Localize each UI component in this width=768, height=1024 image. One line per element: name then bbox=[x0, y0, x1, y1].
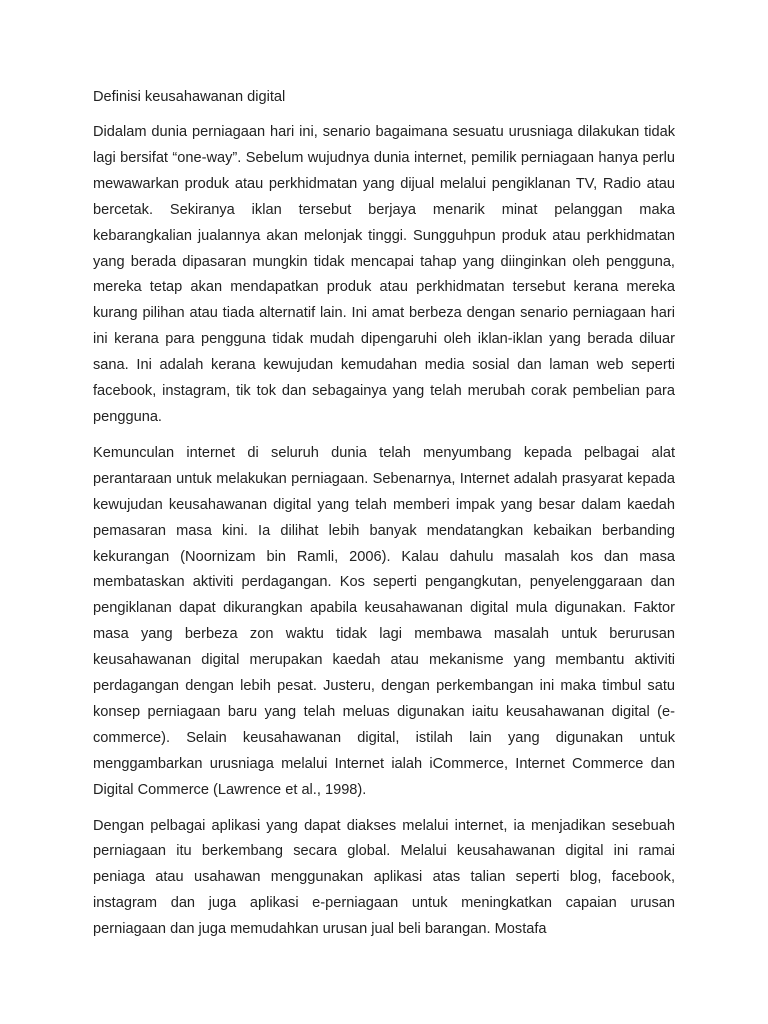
document-title: Definisi keusahawanan digital bbox=[93, 89, 286, 105]
document-body bbox=[93, 84, 675, 953]
paragraph-2: Kemunculan internet di seluruh dunia telah menyumbang kepada pelbagai alat perantaraan untuk melakukan perniagaan. Sebenarnya, Internet adalah prasyarat kepada kewujudan keusahawanan digital yang telah memberi impak yang besar dalam kaedah pemasaran masa kini. Ia dilihat lebih banyak mendatangkan kebaikan berbanding kekurangan (Noornizam bin Ramli, 2006). Kalau dahulu masalah kos dan masa membataskan aktiviti perdagangan. Kos seperti pengangkutan, penyelenggaraan dan pengiklanan dapat dikurangkan apabila keusahawanan digital mula digunakan. Faktor masa yang berbeza zon waktu tidak lagi membawa masalah untuk berurusan keusahawanan digital merupakan kaedah atau mekanisme yang membantu aktiviti perdagangan dengan lebih pesat. Justeru, dengan perkembangan ini maka timbul satu konsep perniagaan baru yang telah meluas digunakan iaitu keusahawanan digital (e-commerce). Selain keusahawanan digital, istilah lain yang digunakan untuk menggambarkan urusniaga melalui Internet ialah iCommerce, Internet Commerce dan Digital Commerce (Lawrence et al., 1998). bbox=[93, 444, 675, 798]
paragraph-3: Dengan pelbagai aplikasi yang dapat diakses melalui internet, ia menjadikan sesebuah perniagaan itu berkembang secara global. Melalui keusahawanan digital ini ramai peniaga atau usahawan menggunakan aplikasi atas talian seperti blog, facebook, instagram dan juga aplikasi e-perniagaan untuk meningkatkan capaian urusan perniagaan dan juga memudahkan urusan jual beli barangan. Mostafa bbox=[93, 817, 675, 938]
paragraph-1: Didalam dunia perniagaan hari ini, senario bagaimana sesuatu urusniaga dilakukan tidak lagi bersifat “one-way”. Sebelum wujudnya dunia internet, pemilik perniagaan hanya perlu mewawarkan produk atau perkhidmatan yang dijual melalui pengiklanan TV, Radio atau bercetak. Sekiranya iklan tersebut berjaya menarik minat pelanggan maka kebarangkalian jualannya akan melonjak tinggi. Sungguhpun produk atau perkhidmatan yang berada dipasaran mungkin tidak mencapai tahap yang diinginkan oleh pengguna, mereka tetap akan mendapatkan produk atau perkhidmatan tersebut kerana mereka kurang pilihan atau tiada alternatif lain. Ini amat berbeza dengan senario perniagaan hari ini kerana para pengguna tidak mudah dipengaruhi oleh iklan-iklan yang berada diluar sana. Ini adalah kerana kewujudan kemudahan media sosial dan laman web seperti facebook, instagram, tik tok dan sebagainya yang telah merubah corak pembelian para pengguna. bbox=[93, 124, 675, 425]
